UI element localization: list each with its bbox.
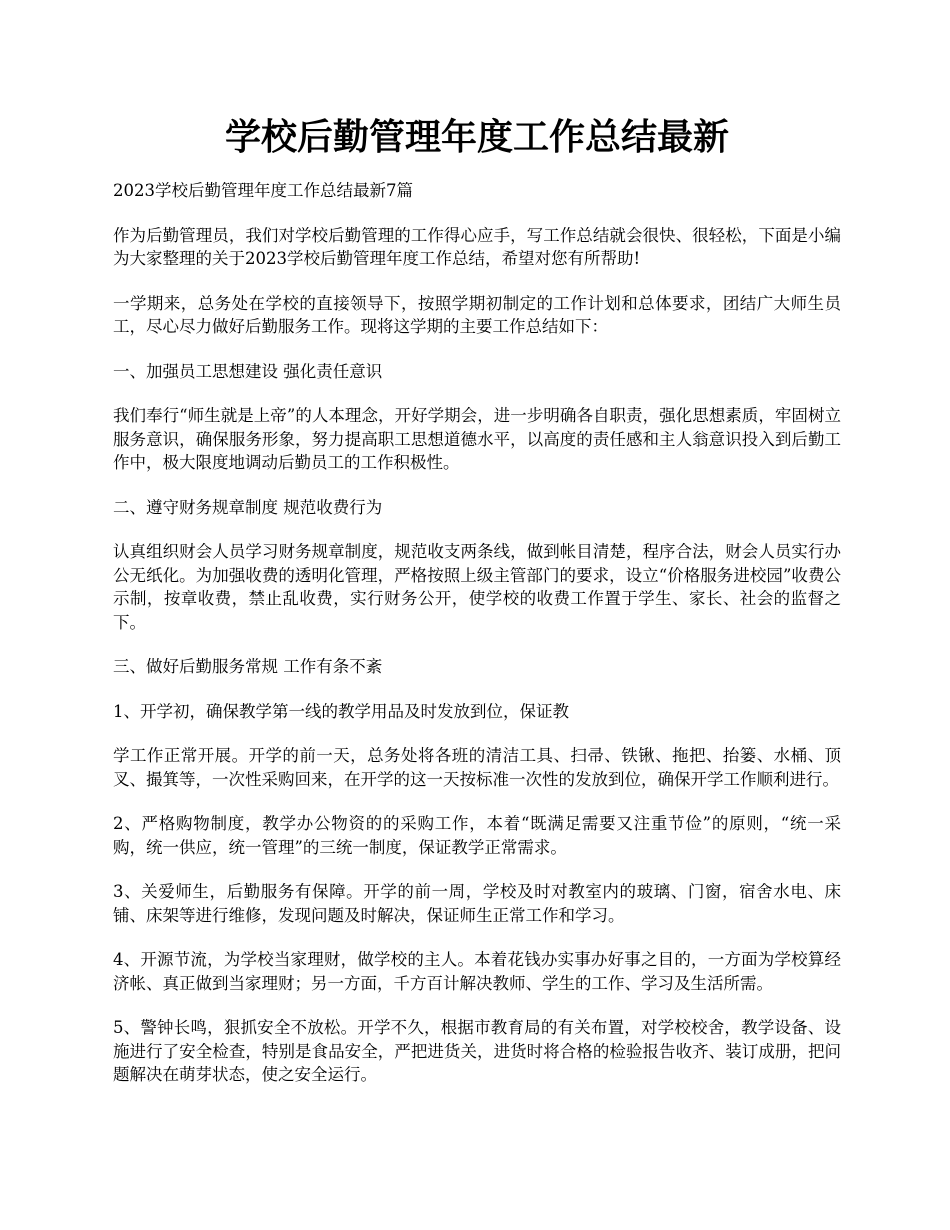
document-page <box>113 0 841 1087</box>
overview-paragraph: 一学期来，总务处在学校的直接领导下，按照学期初制定的工作计划和总体要求，团结广大师生员工，尽心尽力做好后勤服务工作。现将这学期的主要工作总结如下： <box>113 293 841 336</box>
list-item-5: 5、警钟长鸣，狠抓安全不放松。开学不久，根据市教育局的有关布置，对学校校舍，教学设备、设施进行了安全检查，特别是食品安全，严把进货关，进货时将合格的检验报告收齐、装订成册，把问题解决在萌芽状态，使之安全运行。 <box>113 1018 841 1084</box>
section-2-paragraph: 认真组织财会人员学习财务规章制度，规范收支两条线，做到帐目清楚，程序合法，财会人员实行办公无纸化。为加强收费的透明化管理，严格按照上级主管部门的要求，设立“价格服务进校园”收费公示制，按章收费，禁止乱收费，实行财务公开，使学校的收费工作置于学生、家长、社会的监督之下。 <box>113 542 841 632</box>
list-item-2: 2、严格购物制度，教学办公物资的的采购工作，本着“既满足需要又注重节俭”的原则，“统一采购，统一供应，统一管理”的三统一制度，保证教学正常需求。 <box>113 814 841 857</box>
list-item-1-lead: 1、开学初，确保教学第一线的教学用品及时发放到位，保证教 <box>113 701 569 721</box>
section-1-paragraph: 我们奉行“师生就是上帝”的人本理念，开好学期会，进一步明确各自职责，强化思想素质，牢固树立服务意识，确保服务形象，努力提高职工思想道德水平，以高度的责任感和主人翁意识投入到后勤工作中，极大限度地调动后勤员工的工作积极性。 <box>113 406 841 472</box>
list-item-1-body: 学工作正常开展。开学的前一天，总务处将各班的清洁工具、扫帚、铁锹、拖把、抬篓、水桶、顶叉、撮箕等，一次性采购回来，在开学的这一天按标准一次性的发放到位，确保开学工作顺利进行。 <box>113 746 841 789</box>
document-title: 学校后勤管理年度工作总结最新 <box>224 116 729 158</box>
section-heading-3: 三、做好后勤服务常规 工作有条不紊 <box>113 657 383 676</box>
section-heading-1: 一、加强员工思想建设 强化责任意识 <box>113 361 383 381</box>
list-item-3: 3、关爱师生，后勤服务有保障。开学的前一周，学校及时对教室内的玻璃、门窗，宿舍水电、床铺、床架等进行维修，发现问题及时解决，保证师生正常工作和学习。 <box>113 882 841 925</box>
list-item-4: 4、开源节流，为学校当家理财，做学校的主人。本着花钱办实事办好事之目的，一方面为学校算经济帐、真正做到当家理财；另一方面，千方百计解决教师、学生的工作、学习及生活所需。 <box>113 950 841 993</box>
document-subtitle: 2023学校后勤管理年度工作总结最新7篇 <box>113 181 413 200</box>
intro-paragraph: 作为后勤管理员，我们对学校后勤管理的工作得心应手，写工作总结就会很快、很轻松，下面是小编为大家整理的关于2023学校后勤管理年度工作总结，希望对您有所帮助! <box>113 225 841 268</box>
section-heading-2: 二、遵守财务规章制度 规范收费行为 <box>113 497 383 517</box>
